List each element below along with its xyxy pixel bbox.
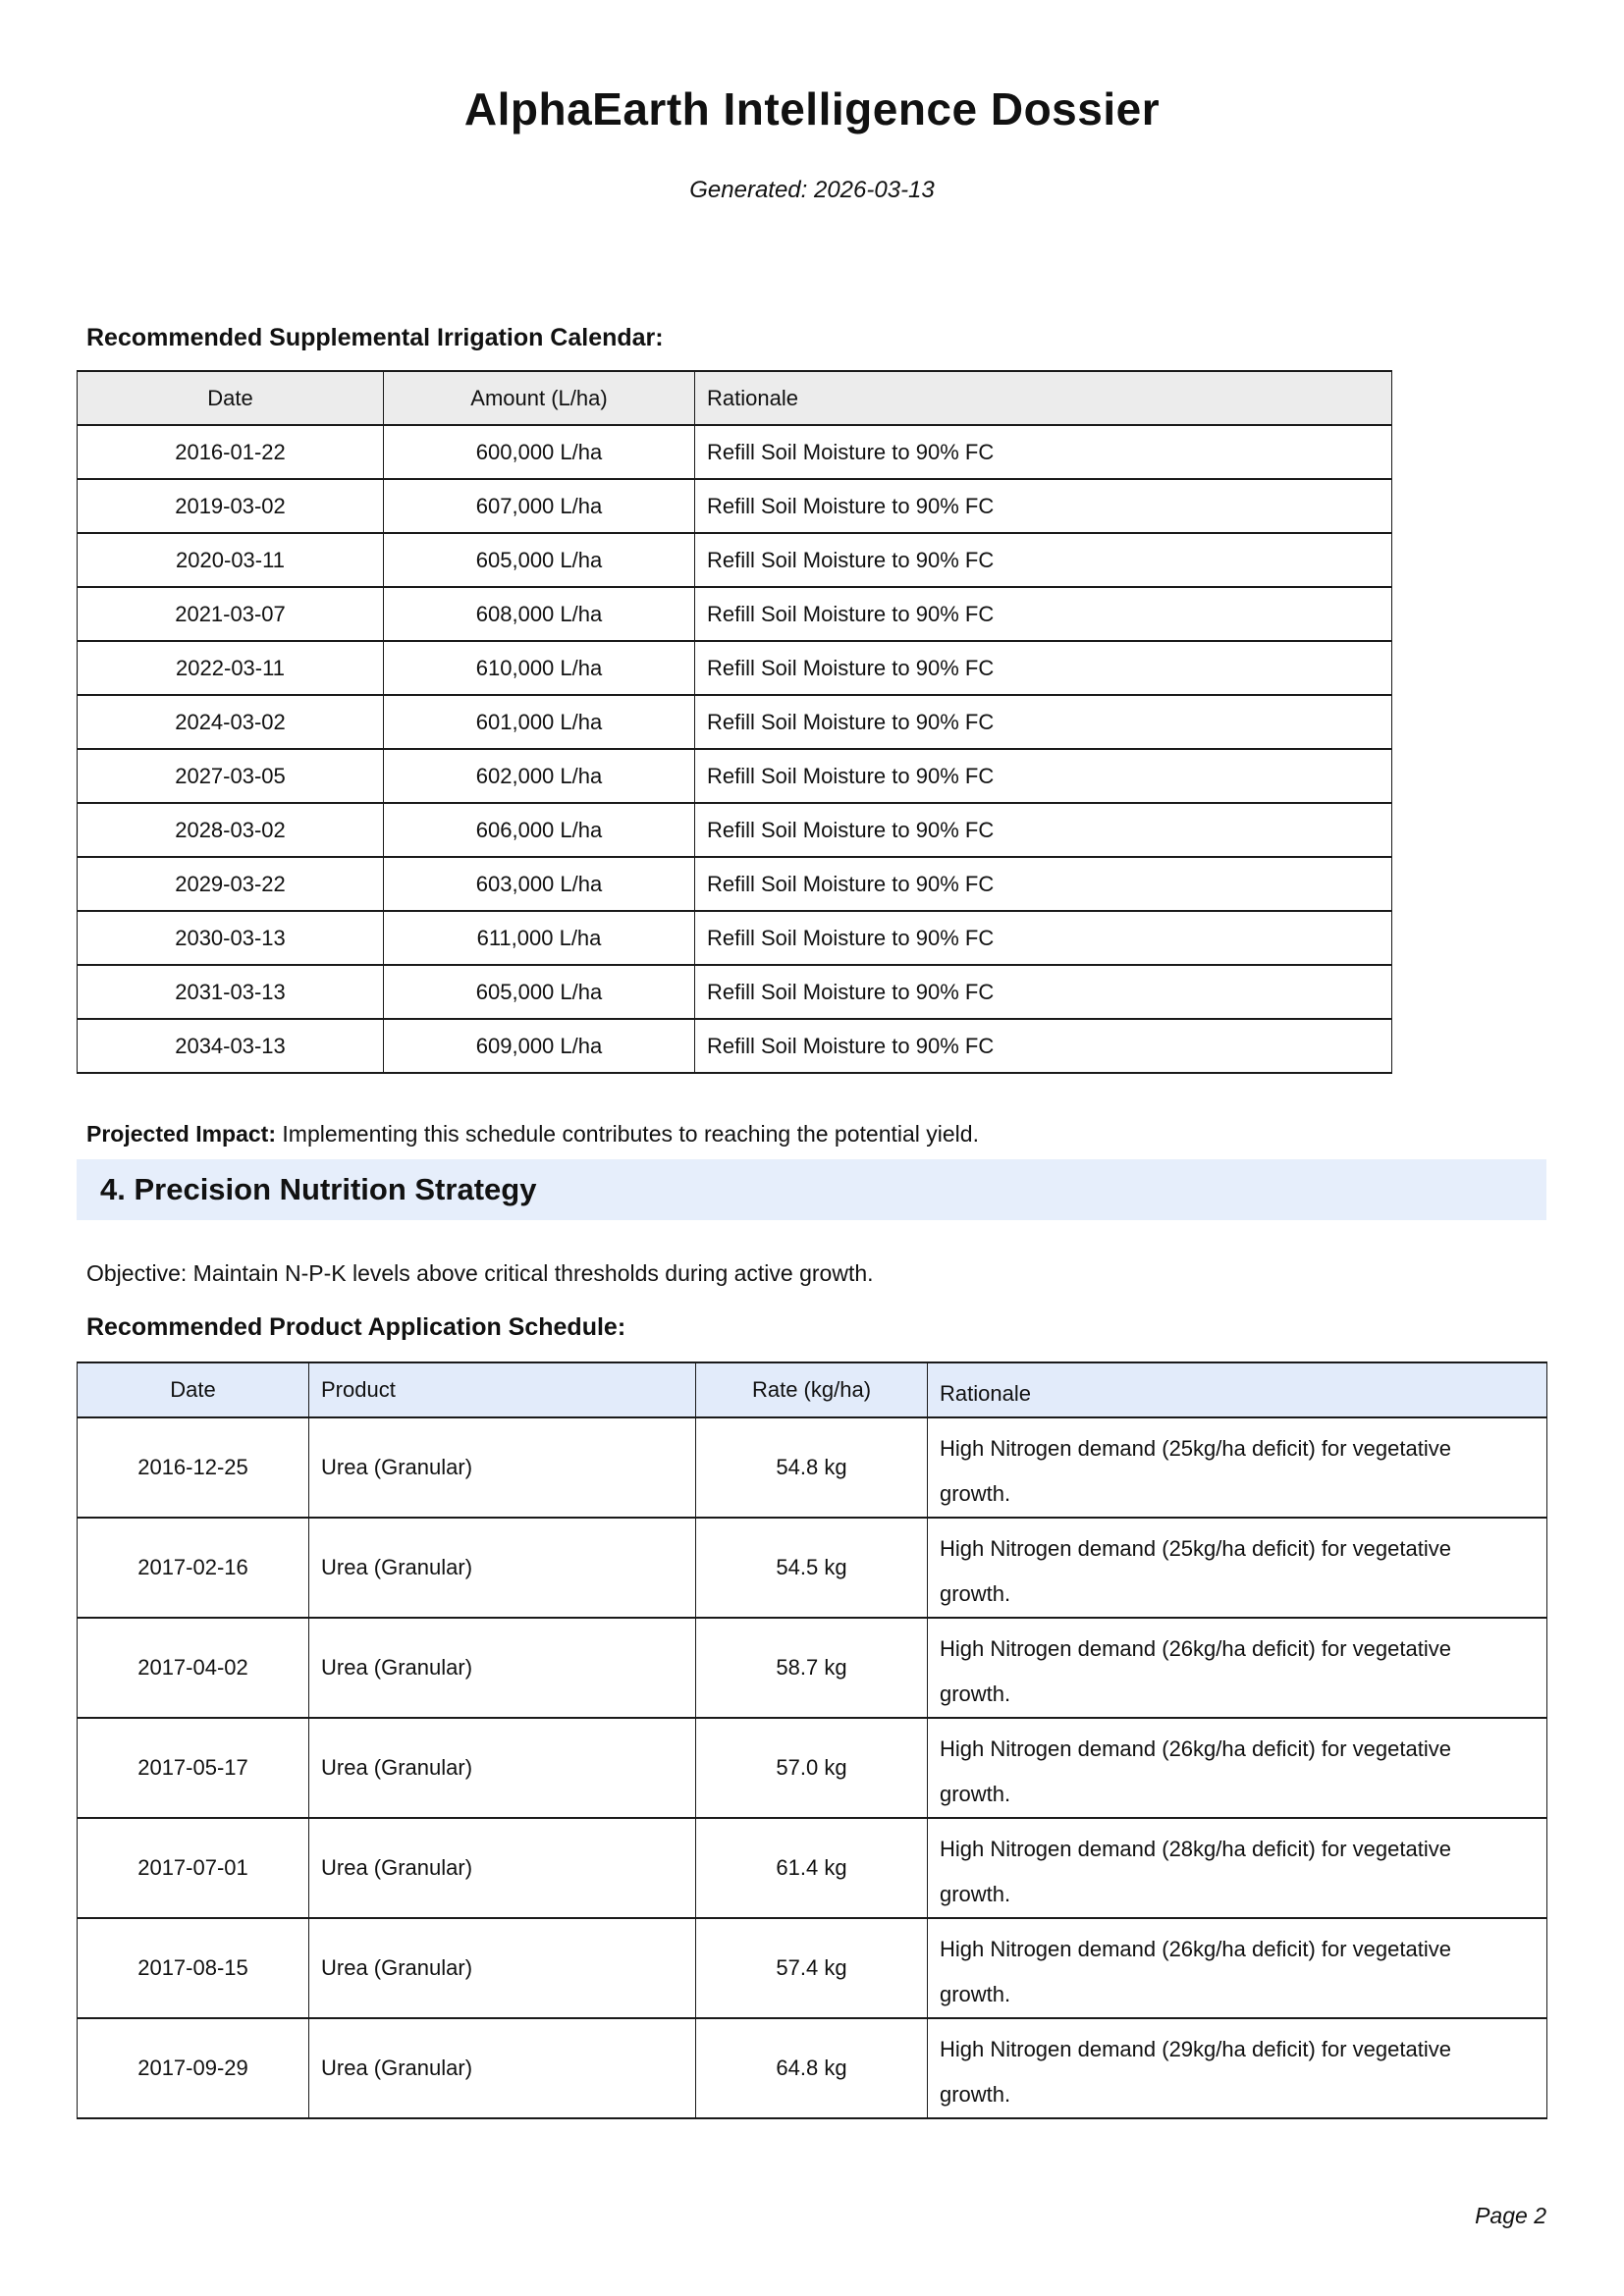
rationale-cell: Refill Soil Moisture to 90% FC — [695, 803, 1392, 857]
amount-cell: 602,000 L/ha — [384, 749, 695, 803]
rationale-cell: High Nitrogen demand (29kg/ha deficit) for vegetative growth. — [928, 2018, 1547, 2118]
column-header-date: Date — [78, 1362, 309, 1417]
date-cell: 2028-03-02 — [78, 803, 384, 857]
rate-cell: 54.8 kg — [696, 1417, 928, 1518]
rationale-cell: Refill Soil Moisture to 90% FC — [695, 587, 1392, 641]
rationale-cell: High Nitrogen demand (25kg/ha deficit) for vegetative growth. — [928, 1518, 1547, 1618]
product-cell: Urea (Granular) — [309, 1518, 696, 1618]
amount-cell: 605,000 L/ha — [384, 965, 695, 1019]
table-row — [78, 425, 1392, 479]
product-cell: Urea (Granular) — [309, 1618, 696, 1718]
rationale-cell: Refill Soil Moisture to 90% FC — [695, 857, 1392, 911]
rationale-cell: High Nitrogen demand (26kg/ha deficit) for vegetative growth. — [928, 1918, 1547, 2018]
table-row — [78, 1618, 1547, 1718]
table-row — [78, 2018, 1547, 2118]
table-row — [78, 857, 1392, 911]
column-header-rate: Rate (kg/ha) — [696, 1362, 928, 1417]
amount-cell: 610,000 L/ha — [384, 641, 695, 695]
rationale-cell: Refill Soil Moisture to 90% FC — [695, 425, 1392, 479]
date-cell: 2017-05-17 — [78, 1718, 309, 1818]
page-number: Page 2 — [1475, 2203, 1546, 2228]
date-cell: 2020-03-11 — [78, 533, 384, 587]
table-row — [78, 965, 1392, 1019]
generated-date: Generated: 2026-03-13 — [689, 177, 935, 203]
rate-cell: 54.5 kg — [696, 1518, 928, 1618]
date-cell: 2017-04-02 — [78, 1618, 309, 1718]
section-header-nutrition: 4. Precision Nutrition Strategy — [77, 1159, 1546, 1220]
rate-cell: 57.4 kg — [696, 1918, 928, 2018]
amount-cell: 603,000 L/ha — [384, 857, 695, 911]
rate-cell: 57.0 kg — [696, 1718, 928, 1818]
date-cell: 2022-03-11 — [78, 641, 384, 695]
date-cell: 2029-03-22 — [78, 857, 384, 911]
table-row — [78, 1518, 1547, 1618]
table-row — [78, 641, 1392, 695]
rationale-cell: Refill Soil Moisture to 90% FC — [695, 641, 1392, 695]
application-schedule-heading: Recommended Product Application Schedule: — [86, 1313, 626, 1341]
irrigation-header-row — [78, 371, 1392, 425]
rationale-cell: High Nitrogen demand (26kg/ha deficit) for vegetative growth. — [928, 1618, 1547, 1718]
rationale-cell: Refill Soil Moisture to 90% FC — [695, 695, 1392, 749]
column-header-rationale: Rationale — [695, 371, 1392, 425]
projected-impact-label: Projected Impact: — [86, 1121, 276, 1147]
table-row — [78, 533, 1392, 587]
rationale-cell: High Nitrogen demand (28kg/ha deficit) for vegetative growth. — [928, 1818, 1547, 1918]
table-row — [78, 1818, 1547, 1918]
product-cell: Urea (Granular) — [309, 1417, 696, 1518]
irrigation-table — [77, 370, 1392, 1074]
amount-cell: 611,000 L/ha — [384, 911, 695, 965]
table-row — [78, 911, 1392, 965]
product-cell: Urea (Granular) — [309, 2018, 696, 2118]
date-cell: 2019-03-02 — [78, 479, 384, 533]
table-row — [78, 803, 1392, 857]
date-cell: 2031-03-13 — [78, 965, 384, 1019]
date-cell: 2027-03-05 — [78, 749, 384, 803]
date-cell: 2024-03-02 — [78, 695, 384, 749]
table-row — [78, 695, 1392, 749]
table-row — [78, 1019, 1392, 1073]
rationale-cell: Refill Soil Moisture to 90% FC — [695, 1019, 1392, 1073]
table-row — [78, 749, 1392, 803]
nutrition-header-row — [78, 1362, 1547, 1417]
rationale-cell: Refill Soil Moisture to 90% FC — [695, 749, 1392, 803]
table-row — [78, 587, 1392, 641]
product-cell: Urea (Granular) — [309, 1718, 696, 1818]
date-cell: 2017-09-29 — [78, 2018, 309, 2118]
rationale-cell: High Nitrogen demand (26kg/ha deficit) for vegetative growth. — [928, 1718, 1547, 1818]
date-cell: 2034-03-13 — [78, 1019, 384, 1073]
date-cell: 2030-03-13 — [78, 911, 384, 965]
amount-cell: 608,000 L/ha — [384, 587, 695, 641]
date-cell: 2017-08-15 — [78, 1918, 309, 2018]
amount-cell: 607,000 L/ha — [384, 479, 695, 533]
date-cell: 2017-02-16 — [78, 1518, 309, 1618]
amount-cell: 605,000 L/ha — [384, 533, 695, 587]
rate-cell: 64.8 kg — [696, 2018, 928, 2118]
nutrition-table — [77, 1362, 1547, 2119]
projected-impact-text: Implementing this schedule contributes to reaching the potential yield. — [276, 1121, 979, 1147]
rationale-cell: Refill Soil Moisture to 90% FC — [695, 479, 1392, 533]
product-cell: Urea (Granular) — [309, 1818, 696, 1918]
objective-text: Objective: Maintain N-P-K levels above critical thresholds during active growth. — [86, 1260, 874, 1286]
amount-cell: 609,000 L/ha — [384, 1019, 695, 1073]
date-cell: 2016-01-22 — [78, 425, 384, 479]
column-header-rationale: Rationale — [928, 1362, 1547, 1417]
irrigation-calendar-heading: Recommended Supplemental Irrigation Calendar: — [86, 324, 664, 351]
table-row — [78, 1918, 1547, 2018]
column-header-date: Date — [78, 371, 384, 425]
page-title: AlphaEarth Intelligence Dossier — [463, 83, 1161, 134]
table-row — [78, 479, 1392, 533]
rationale-cell: Refill Soil Moisture to 90% FC — [695, 533, 1392, 587]
product-cell: Urea (Granular) — [309, 1918, 696, 2018]
rate-cell: 61.4 kg — [696, 1818, 928, 1918]
date-cell: 2017-07-01 — [78, 1818, 309, 1918]
column-header-product: Product — [309, 1362, 696, 1417]
projected-impact — [86, 1121, 979, 1148]
rate-cell: 58.7 kg — [696, 1618, 928, 1718]
table-row — [78, 1718, 1547, 1818]
date-cell: 2021-03-07 — [78, 587, 384, 641]
amount-cell: 606,000 L/ha — [384, 803, 695, 857]
table-row — [78, 1417, 1547, 1518]
rationale-cell: High Nitrogen demand (25kg/ha deficit) for vegetative growth. — [928, 1417, 1547, 1518]
rationale-cell: Refill Soil Moisture to 90% FC — [695, 965, 1392, 1019]
amount-cell: 600,000 L/ha — [384, 425, 695, 479]
column-header-amount: Amount (L/ha) — [384, 371, 695, 425]
date-cell: 2016-12-25 — [78, 1417, 309, 1518]
amount-cell: 601,000 L/ha — [384, 695, 695, 749]
rationale-cell: Refill Soil Moisture to 90% FC — [695, 911, 1392, 965]
